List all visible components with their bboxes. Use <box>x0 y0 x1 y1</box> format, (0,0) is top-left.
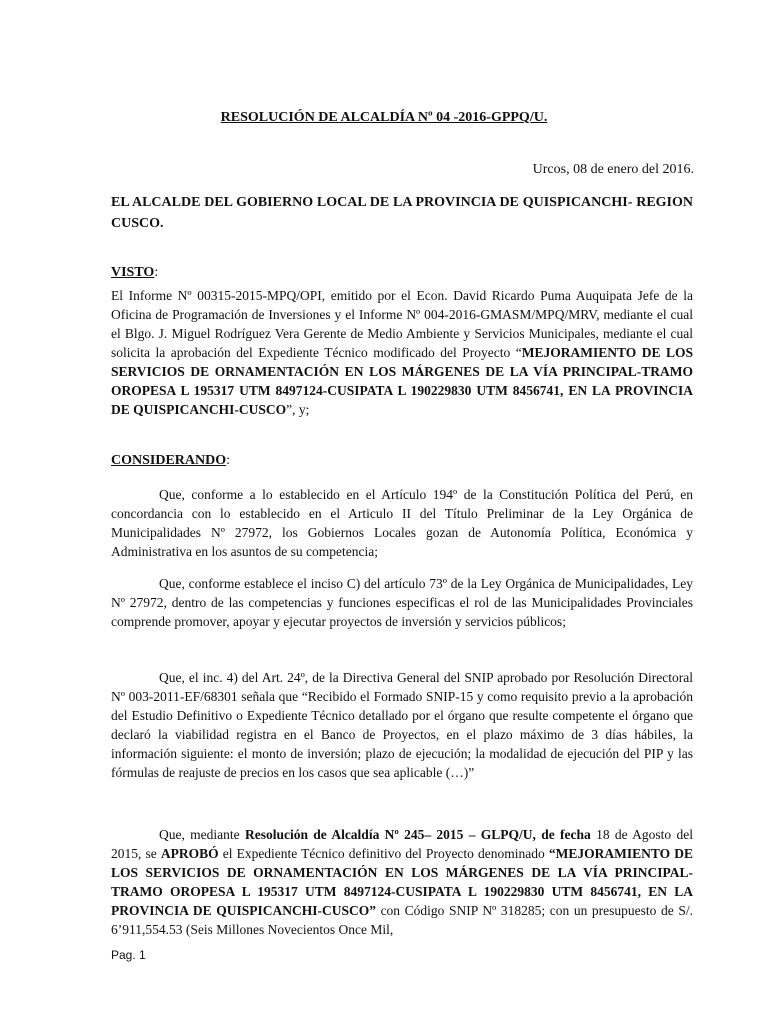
considerando-heading-colon: : <box>226 453 231 468</box>
considerando-paragraph-2: Que, conforme establece el inciso C) del artículo 73º de la Ley Orgánica de Municipalidades, Ley Nº 27972, dentro de las competencias y funciones especificas el rol de las Municipalidades Provinciales comprende promover, apoyar y ejecutar proyectos de inversión y servicios públicos; <box>111 576 693 629</box>
visto-text-start: El Informe Nº 00315-2015-MPQ/OPI, emitido por el Econ. David Ricardo Puma Auquipata Jefe de la Oficina de Programación de Inversiones y el Informe Nº 004-2016-GMASM/MPQ/MRV, mediante el cual el Blgo. J. Miguel Rodríguez Vera Gerente de Medio Ambiente y Servicios Municipales, mediante el cual solicita la aprobación del Expediente Técnico modificado del Proyecto “ <box>111 288 693 360</box>
p4-text-4: con Código SNIP Nº 318285; con un presupuesto de S/. 6’911,554.53 (Seis Millones Novecientos Once Mil, <box>111 903 693 937</box>
visto-heading-label: VISTO <box>111 265 155 280</box>
considerando-heading <box>111 453 230 469</box>
visto-project-name: MEJORAMIENTO DE LOS SERVICIOS DE ORNAMENTACIÓN EN LOS MÁRGENES DE LA VÍA PRINCIPAL-TRAMO OROPESA L 195317 UTM 8497124-CUSIPATA L 190229830 UTM 8456741, EN LA PROVINCIA DE QUISPICANCHI-CUSCO <box>111 345 693 417</box>
visto-text-end: ”, y; <box>286 402 310 417</box>
p4-approved: APROBÓ <box>160 846 219 861</box>
considerando-heading-label: CONSIDERANDO <box>111 453 227 468</box>
p4-text-1: Que, mediante <box>159 827 245 842</box>
document-date: Urcos, 08 de enero del 2016. <box>532 162 694 177</box>
p4-text-3: el Expediente Técnico definitivo del Proyecto denominado <box>218 846 549 861</box>
considerando-paragraph-3: Que, el inc. 4) del Art. 24º, de la Directiva General del SNIP aprobado por Resolución Directoral Nº 003-2011-EF/68301 señala que “Recibido el Formado SNIP-15 y como requisito previo a la aprobación del Estudio Definitivo o Expediente Técnico detallado por el órgano que resulte competente el órgano que declaró la viabilidad registra en el Banco de Proyectos, en el plazo máximo de 3 días hábiles, la información siguiente: el monto de inversión; plazo de ejecución; la modalidad de ejecución del PIP y las fórmulas de reajuste de precios en los casos que sea aplicable (…)” <box>111 670 693 780</box>
p4-resolution-ref: Resolución de Alcaldía Nº 245– 2015 – GLPQ/U, de fecha <box>244 827 591 842</box>
visto-heading <box>111 265 158 281</box>
considerando-paragraph-1: Que, conforme a lo establecido en el Artículo 194º de la Constitución Política del Perú, en concordancia con lo establecido en el Articulo II del Título Preliminar de la Ley Orgánica de Municipalidades Nº 27972, los Gobiernos Locales gozan de Autonomía Política, Económica y Administrativa en los asuntos de su competencia; <box>111 487 693 559</box>
visto-heading-colon: : <box>154 265 159 280</box>
alcalde-header: EL ALCALDE DEL GOBIERNO LOCAL DE LA PROVINCIA DE QUISPICANCHI- REGION CUSCO. <box>111 195 693 231</box>
p4-text-2: 18 de Agosto del 2015, se <box>111 827 693 861</box>
considerando-paragraph-4 <box>111 825 693 939</box>
page-number: Pag. 1 <box>111 948 146 962</box>
resolution-title: RESOLUCIÓN DE ALCALDÍA Nº 04 -2016-GPPQ/U. <box>220 110 548 125</box>
visto-paragraph <box>111 286 693 419</box>
p4-project-name: “MEJORAMIENTO DE LOS SERVICIOS DE ORNAMENTACIÓN EN LOS MÁRGENES DE LA VÍA PRINCIPAL-TRAMO OROPESA L 195317 UTM 8497124-CUSIPATA L 190229830 UTM 8456741, EN LA PROVINCIA DE QUISPICANCHI-CUSCO” <box>111 846 693 918</box>
